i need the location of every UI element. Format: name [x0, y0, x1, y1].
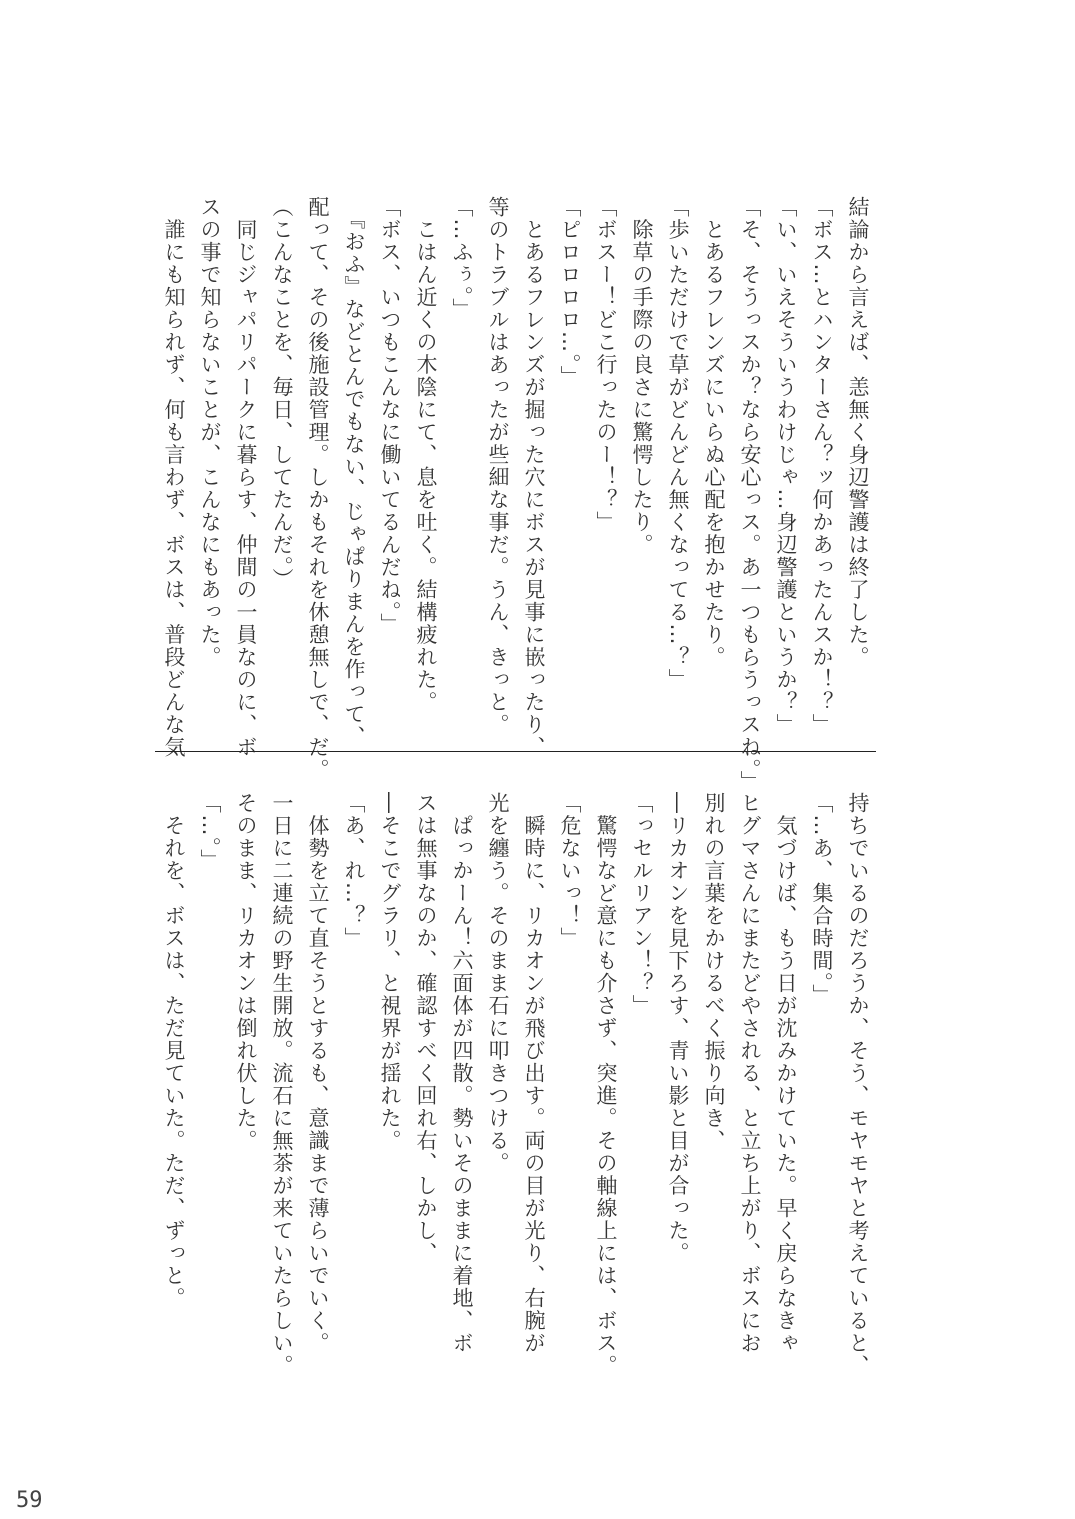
text-line: 驚愕など意にも介さず、突進。その軸線上には、ボス。: [594, 792, 618, 1377]
text-line: スは無事なのか、確認すべく回れ右、しかし、: [414, 792, 438, 1265]
text-line: 「…ふぅ。」: [450, 196, 474, 321]
text-line: ヒグマさんにまたどやされる、と立ち上がり、ボスにお: [738, 792, 762, 1355]
text-line: 配って、その後施設管理。しかもそれを休憩無しで、だ。: [306, 196, 330, 781]
text-line: 「あ、れ…？」: [342, 792, 366, 950]
text-line: 「危ないっ！」: [558, 792, 582, 950]
upper-text-section: [156, 196, 876, 793]
section-divider: [155, 751, 876, 752]
text-line: ―そこでグラリ、と視界が揺れた。: [378, 792, 402, 1152]
text-line: 除草の手際の良さに驚愕したり。: [630, 196, 654, 556]
text-line: 「そ、そうっスか？なら安心っス。あ一つもらうっスね。」: [738, 196, 762, 793]
text-line: 誰にも知られず、何も言わず、ボスは、普段どんな気: [162, 196, 186, 759]
text-line: 光を纏う。そのまま石に叩きつける。: [486, 792, 510, 1175]
lower-text-section: [156, 792, 876, 1392]
text-line: 瞬時に、リカオンが飛び出す。両の目が光り、右腕が: [522, 792, 546, 1355]
text-line: ―リカオンを見下ろす、青い影と目が合った。: [666, 792, 690, 1265]
text-line: 気づけば、もう日が沈みかけていた。早く戻らなきゃ: [774, 792, 798, 1355]
text-line: 「歩いただけで草がどんどん無くなってる…？」: [666, 196, 690, 691]
text-line: 「い、いえそういうわけじゃ…身辺警護というか？」: [774, 196, 798, 736]
text-line: 一日に二連続の野生開放。流石に無茶が来ていたらしい。: [270, 792, 294, 1377]
text-line: 結論から言えば、恙無く身辺警護は終了した。: [846, 196, 870, 669]
text-line: 「っセルリアン！？」: [630, 792, 654, 1017]
text-line: 「ピロロロロ…。」: [558, 196, 582, 388]
text-line: スの事で知らないことが、こんなにもあった。: [198, 196, 222, 669]
text-line: 「ボス、いつもこんなに働いてるんだね。」: [378, 196, 402, 636]
text-line: 「…。」: [198, 792, 222, 872]
text-line: こはん近くの木陰にて、息を吐く。結構疲れた。: [414, 196, 438, 714]
page-number: 59: [16, 1488, 43, 1513]
text-line: それを、ボスは、ただ見ていた。ただ、ずっと。: [162, 792, 186, 1310]
text-line: そのまま、リカオンは倒れ伏した。: [234, 792, 258, 1152]
text-line: 持ちでいるのだろうか、そう、モヤモヤと考えていると、: [846, 792, 870, 1377]
text-line: （こんなことを、毎日、してたんだ。）: [270, 196, 294, 591]
text-line: 体勢を立て直そうとするも、意識まで薄らいでいく。: [306, 792, 330, 1355]
text-line: 別れの言葉をかけるべく振り向き、: [702, 792, 726, 1152]
text-line: 同じジャパリパークに暮らす、仲間の一員なのに、ボ: [234, 196, 258, 759]
text-line: とあるフレンズにいらぬ心配を抱かせたり。: [702, 196, 726, 669]
text-line: 「ボスー！どこ行ったのー！？」: [594, 196, 618, 534]
text-line: 『おふ』などとんでもない、じゃぱりまんを作って、: [342, 196, 366, 748]
text-line: とあるフレンズが掘った穴にボスが見事に嵌ったり、: [522, 196, 546, 759]
text-line: 「ボス…とハンターさん？ッ何かあったんスか！？」: [810, 196, 834, 736]
text-line: 等のトラブルはあったが些細な事だ。うん、きっと。: [486, 196, 510, 736]
text-line: 「…あ、集合時間。」: [810, 792, 834, 1007]
text-line: ぱっかーん！六面体が四散。勢いそのままに着地、ボ: [450, 792, 474, 1355]
